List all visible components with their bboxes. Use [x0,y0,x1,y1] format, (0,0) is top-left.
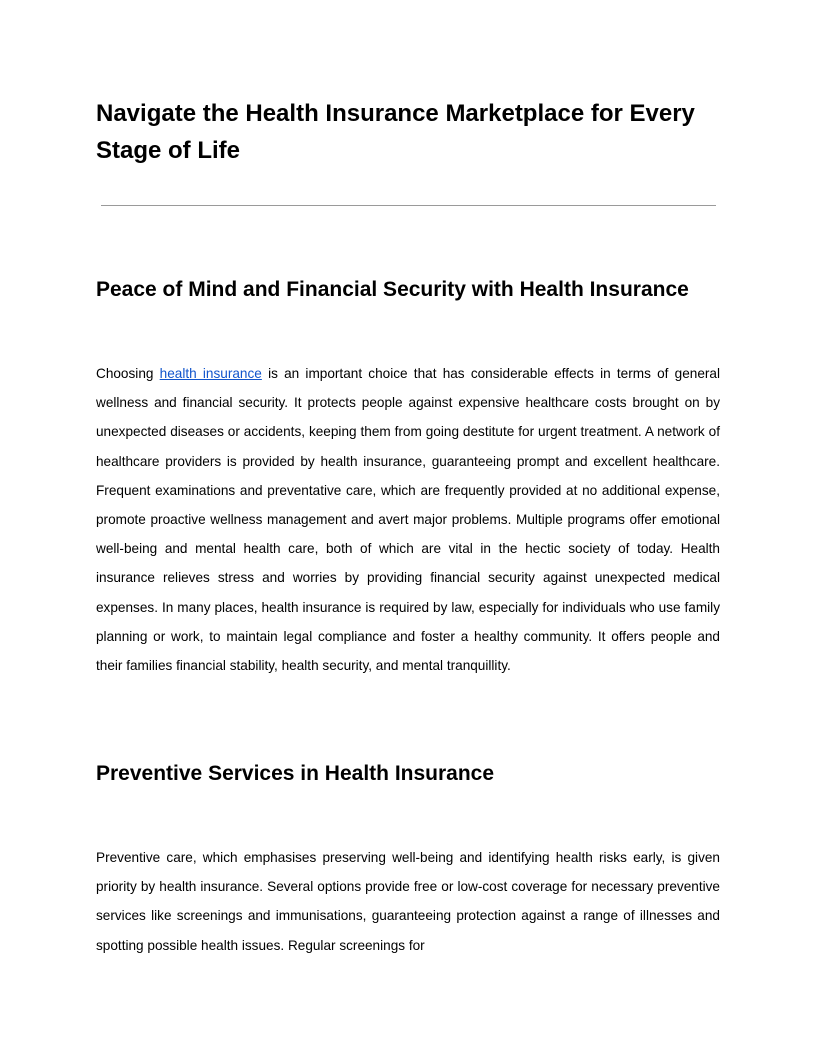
paragraph-body-text: is an important choice that has considerable effects in terms of general wellness and financial security. It protects people against expensive healthcare costs brought on by unexpected diseases or accidents, keeping them from going destitute for urgent treatment. A network of healthcare providers is provided by health insurance, guaranteeing prompt and excellent healthcare. Frequent examinations and preventative care, which are frequently provided at no additional expense, promote proactive wellness management and avert major problems. Multiple programs offer emotional well-being and mental health care, both of which are vital in the hectic society of today. Health insurance relieves stress and worries by providing financial security against unexpected medical expenses. In many places, health insurance is required by law, especially for individuals who use family planning or work, to maintain legal compliance and foster a healthy community. It offers people and their families financial stability, health security, and mental tranquillity. [96,366,720,674]
health-insurance-link[interactable]: health insurance [159,366,262,381]
section-heading-peace-of-mind: Peace of Mind and Financial Security with Health Insurance [96,278,689,301]
section-paragraph-preventive-services: Preventive care, which emphasises preserving well-being and identifying health risks early, is given priority by health insurance. Several options provide free or low-cost coverage for necessary preventive services like screenings and immunisations, guaranteeing protection against a range of illnesses and spotting possible health issues. Regular screenings for [96,850,720,953]
section-heading-preventive-services: Preventive Services in Health Insurance [96,762,495,785]
section-paragraph-peace-of-mind [96,359,720,680]
horizontal-divider [101,205,716,206]
paragraph-lead-text: Choosing [96,366,160,381]
page-title: Navigate the Health Insurance Marketplace for Every Stage of Life [96,100,695,164]
